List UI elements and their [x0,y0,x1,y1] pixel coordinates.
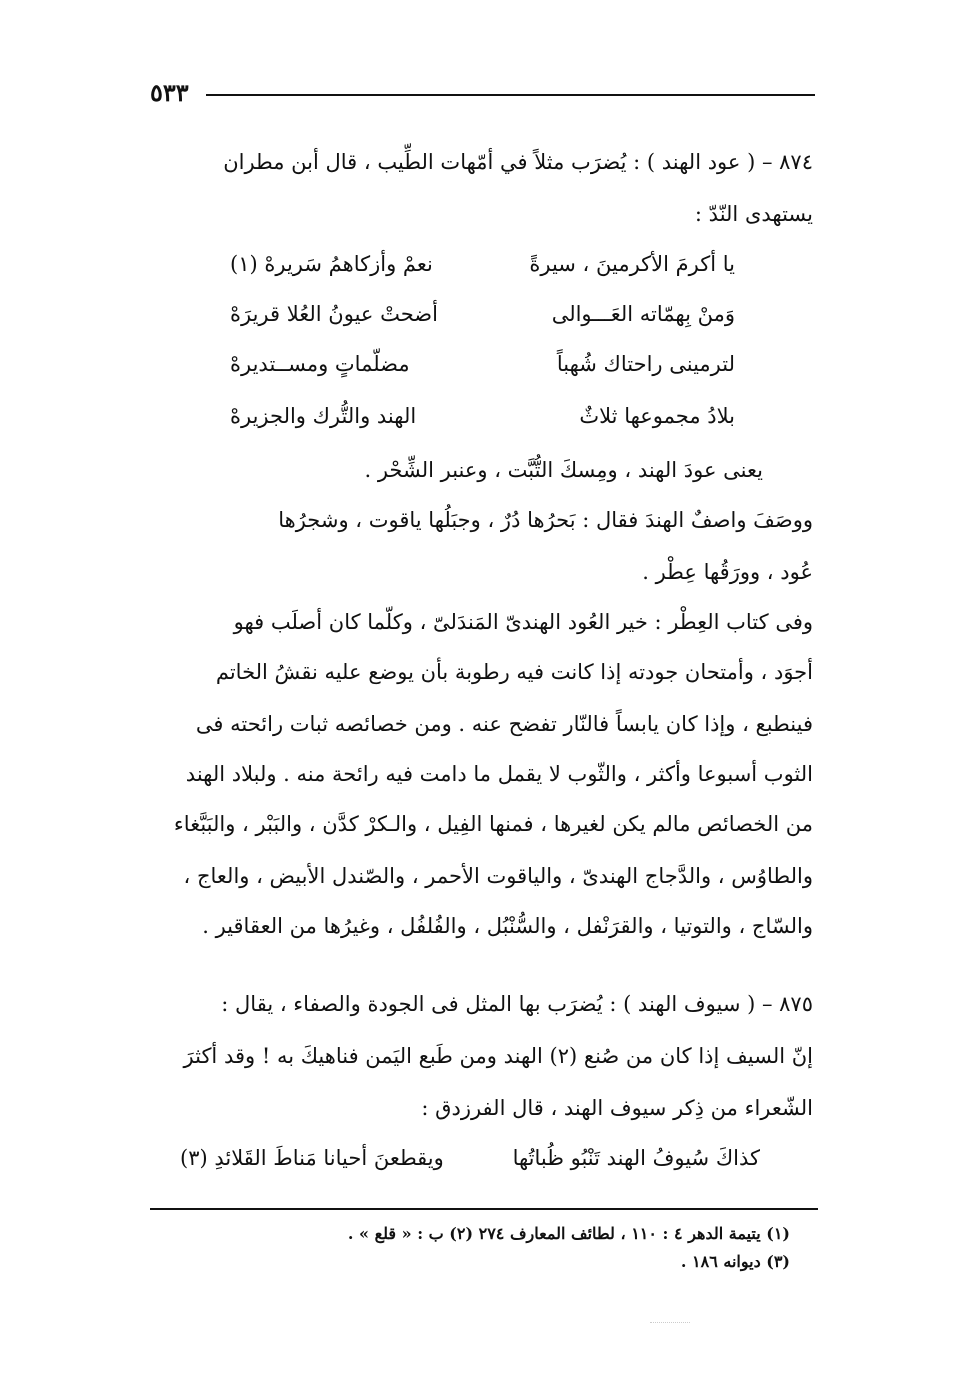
scan-mark [650,1322,690,1329]
verse-hemistich-first: كذاكَ سُيوفُ الهند تَنْبُو ظُباتُها [512,1146,760,1170]
footnotes [150,1224,790,1284]
verse-line [230,352,735,382]
commentary-line: ووصَفَ واصفٌ الهندَ فقال : بَحرُها دُرٌ ، وجبَلُها ياقوت ، وشجرُها [278,508,813,532]
verse-hemistich-first: وَمنْ بِهمّاته العَـــوالى [551,302,735,326]
paragraph-line: من الخصائص مالم يكن لغيرها ، فمنها الفِيل ، والـكرْ كدَّن ، والبَبْر ، والبَبَّغاء [173,812,813,836]
verse-line [230,302,735,332]
paragraph-line: الثوب أسبوعا وأكثر ، والثّوب لا يقمل ما دامت فيه رائحة منه . ولبلاد الهند [185,762,813,786]
footnote-line: (٣) ديوانه ١٨٦ . [680,1252,790,1271]
entry-874-intro-line: يستهدى النّدّ : [694,202,813,226]
verse-hemistich-first: يا أكرمَ الأكرمينَ ، سيرةً [529,252,735,276]
entry-875-title-line: ٨٧٥ – ( سيوف الهند ) : يُضرَب بها المثل فى الجودة والصفاء ، يقال : [221,992,813,1016]
page-number: ٥٣٣ [150,78,189,107]
paragraph-line: فينطبع ، وإذا كان يابساً فالنّار تفضح عنه . ومن خصائصه ثبات رائحته فى [195,712,813,736]
verse-hemistich-second: الهند والتُّرك والجزيرهْ [230,404,417,428]
verse-line [230,252,735,282]
page-header [150,78,815,108]
paragraph-line: وفى كتاب العِطْر : خير العُود الهندىّ المَندَلىّ ، وكلّما كان أصلَب فهو [233,610,813,634]
header-rule [206,94,815,96]
verse-line [180,1146,760,1176]
footnote-rule [150,1208,818,1210]
paragraph-line: أجوَد ، وأمتحان جودته إذا كانت فيه رطوبة بأن يوضع عليه نقشُ الخاتم [215,660,813,684]
verse-hemistich-second: نعمْ وأزكاهمُ سَريرهْ (١) [230,252,433,276]
verse-line [230,404,735,434]
entry-875-line: الشّعراء من ذِكر سيوف الهند ، قال الفرزدق : [421,1096,813,1120]
verse-hemistich-second: ويقطعنَ أحيانا مَناطَ القَلائدِ (٣) [180,1146,444,1170]
commentary-line: يعنى عودَ الهند ، ومِسكَ التُّبَّت ، وعنبر الشِّحْر . [364,458,763,482]
entry-874-title-line: ٨٧٤ – ( عود الهند ) : يُضرَب مثلاً في أمّهات الطِّيب ، قال أبن مطران [223,150,813,174]
verse-hemistich-first: بلادُ مجموعها ثلاثٌ [579,404,735,428]
footnote-line: (١) يتيمة الدهر ٤ : ١١٠ ، لطائف المعارف ٢٧٤ (٢) ب : « قلع » . [347,1224,790,1243]
verse-hemistich-second: أضحتْ عيونُ العُلا قريرَهْ [230,302,438,326]
paragraph-line: والطاوُس ، والدَّجاج الهندىّ ، والياقوت الأحمر ، والصّندل الأبيض ، والعاج ، [183,864,813,888]
verse-hemistich-second: مضلّماتٍ ومســتديرهْ [230,352,410,376]
paragraph-line: والسّاج ، والتوتيا ، والقرَنْفل ، والسُّنْبُل ، والفُلفُل ، وغيرُها من العقاقير . [202,914,813,938]
commentary-line: عُود ، وورَقُها عِطْر . [642,560,813,584]
verse-hemistich-first: لترمينى راحتاك شُهباً [556,352,735,376]
entry-875-line: إنّ السيف إذا كان من صُنع (٢) الهند ومن طَبع اليَمن فناهيكَ به ! وقد أكثرَ [183,1044,813,1068]
